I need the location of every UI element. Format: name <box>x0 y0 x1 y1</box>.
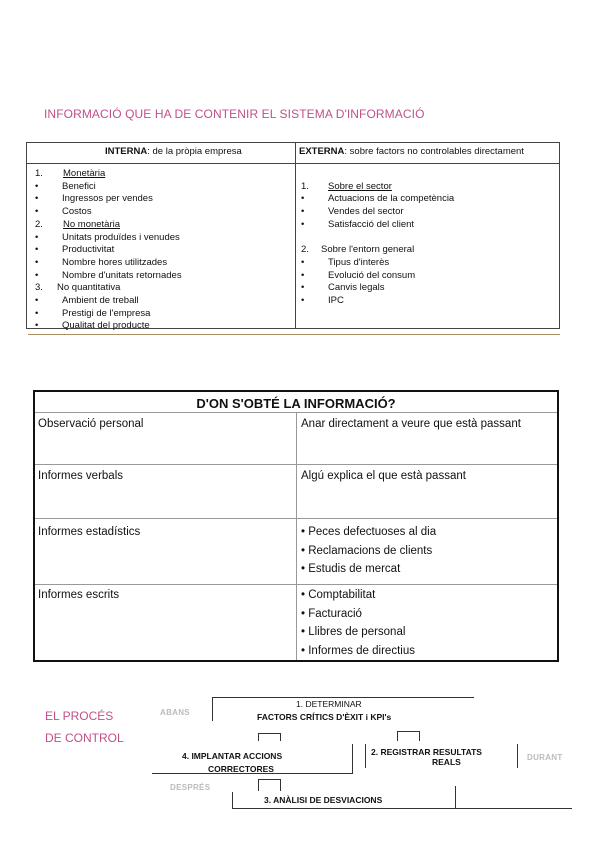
source-name: Informes estadístics <box>38 526 141 538</box>
list-heading: 1. Monetària <box>35 168 106 179</box>
step3: 3. ANÀLISI DE DESVIACIONS <box>264 795 383 805</box>
source-description: • Comptabilitat <box>301 589 376 601</box>
list-item: • Satisfacció del client <box>301 218 415 230</box>
section1-title: INFORMACIÓ QUE HA DE CONTENIR EL SISTEMA D'INFORMACIÓ <box>44 107 425 121</box>
list-item: • Nombre d'unitats retornades <box>35 269 182 281</box>
list-item: • Benefici <box>35 180 96 192</box>
label-before: ABANS <box>160 708 190 717</box>
list-item: • Costos <box>35 206 92 218</box>
source-name: Informes escrits <box>38 589 120 601</box>
label-after: DESPRÉS <box>170 783 211 792</box>
list-item: • Productivitat <box>35 244 115 256</box>
source-name: Informes verbals <box>38 470 124 482</box>
list-item: • Vendes del sector <box>301 206 404 218</box>
step2-line1: 2. REGISTRAR RESULTATS <box>371 747 482 757</box>
step1-line1: 1. DETERMINAR <box>296 699 362 709</box>
list-item: • Ingressos per vendes <box>35 193 153 205</box>
list-heading: 1. Sobre el sector <box>301 180 392 192</box>
source-description: • Llibres de personal <box>301 626 406 639</box>
source-description: • Peces defectuoses al dia <box>301 526 437 538</box>
list-item: • IPC <box>301 295 344 306</box>
step4-line2: CORRECTORES <box>208 764 274 774</box>
step2-line2: REALS <box>432 757 461 767</box>
list-item: • Canvis legals <box>301 282 385 294</box>
sources-table-title: D'ON S'OBTÉ LA INFORMACIÓ? <box>196 396 396 411</box>
list-heading: 3. No quantitativa <box>35 282 121 294</box>
list-item: • Ambient de treball <box>35 295 139 306</box>
source-description: • Estudis de mercat <box>301 563 401 576</box>
step1-line2: FACTORS CRÍTICS D'ÈXIT i KPI's <box>257 712 392 722</box>
source-description: • Reclamacions de clients <box>301 544 433 557</box>
internal-header: INTERNA: de la pròpia empresa <box>105 146 242 157</box>
information-content-table <box>26 142 560 332</box>
source-description: • Facturació <box>301 607 362 620</box>
list-item: • Unitats produïdes i venudes <box>35 231 180 243</box>
label-during: DURANT <box>527 753 563 762</box>
list-item: • Evolució del consum <box>301 269 416 281</box>
source-description: Algú explica el que està passant <box>301 470 466 482</box>
process-title-line1: EL PROCÉS <box>45 709 114 723</box>
list-heading: 2. No monetària <box>35 218 121 230</box>
list-item: • Qualitat del producte <box>35 320 150 332</box>
list-item: • Actuacions de la competència <box>301 193 455 205</box>
process-title-line2: DE CONTROL <box>45 731 124 745</box>
source-name: Observació personal <box>38 418 144 430</box>
source-description: Anar directament a veure que està passant <box>301 418 521 430</box>
step4-line1: 4. IMPLANTAR ACCIONS <box>182 751 283 761</box>
source-description: • Informes de directius <box>301 645 415 658</box>
list-item: • Tipus d'interès <box>301 256 390 268</box>
divider <box>28 334 560 335</box>
list-heading: 2. Sobre l'entorn general <box>301 244 415 256</box>
external-header: EXTERNA: sobre factors no controlables directament <box>299 146 524 157</box>
information-sources-table <box>33 390 559 662</box>
list-item: • Prestigi de l'empresa <box>35 307 151 319</box>
list-item: • Nombre hores utilitzades <box>35 256 168 268</box>
